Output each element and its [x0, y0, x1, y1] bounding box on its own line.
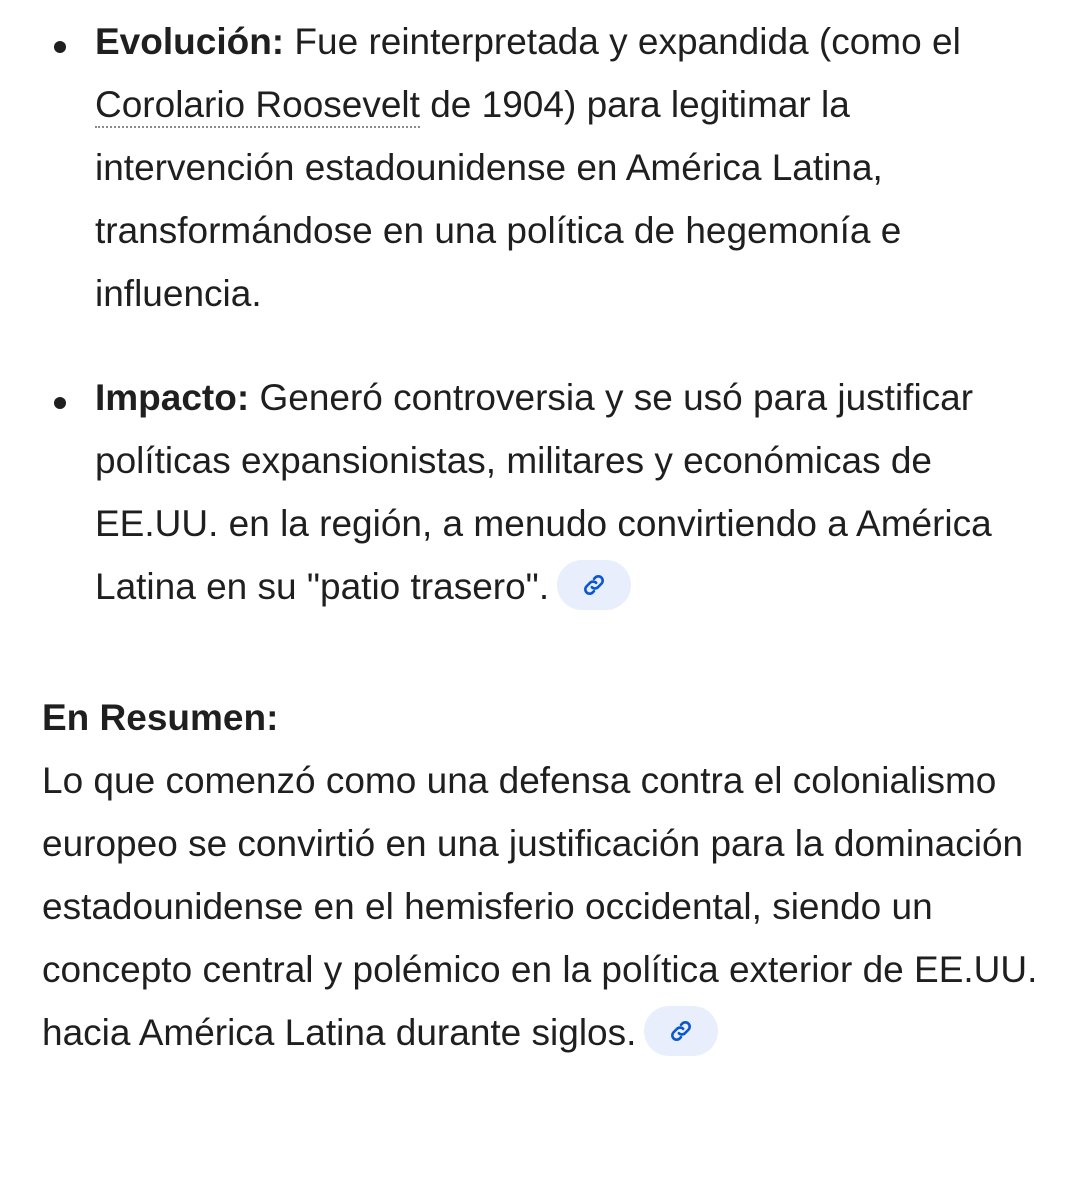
- bullet-text: de 1904) para legitimar la intervención estadounidense en América Latina, transformándose en una política de hegemonía e influencia.: [95, 84, 902, 314]
- bullet-item-impacto: [0, 366, 1080, 618]
- link-icon: [668, 1018, 694, 1044]
- bullet-text: Generó controversia y se usó para justificar políticas expansionistas, militares y económicas de EE.UU. en la región, a menudo convirtiendo a América Latina en su "patio trasero".: [95, 377, 992, 607]
- bullet-text: Fue reinterpretada y expandida (como el: [284, 21, 961, 62]
- corolario-roosevelt-link[interactable]: Corolario Roosevelt: [95, 84, 420, 128]
- source-link-chip[interactable]: [644, 1006, 718, 1056]
- summary-heading: En Resumen:: [42, 697, 279, 738]
- bullet-title: Evolución:: [95, 21, 285, 62]
- bullet-title: Impacto:: [95, 377, 250, 418]
- bullet-dot: [54, 41, 66, 53]
- bullet-item-evolucion: [0, 0, 1080, 325]
- link-icon: [581, 572, 607, 598]
- summary-text: Lo que comenzó como una defensa contra el colonialismo europeo se convirtió en una justificación para la dominación estadounidense en el hemisferio occidental, siendo un concepto central y polémico en la política exterior de EE.UU. hacia América Latina durante siglos.: [42, 760, 1038, 1053]
- bullet-dot: [54, 397, 66, 409]
- source-link-chip[interactable]: [557, 560, 631, 610]
- summary-section: [0, 686, 1080, 1064]
